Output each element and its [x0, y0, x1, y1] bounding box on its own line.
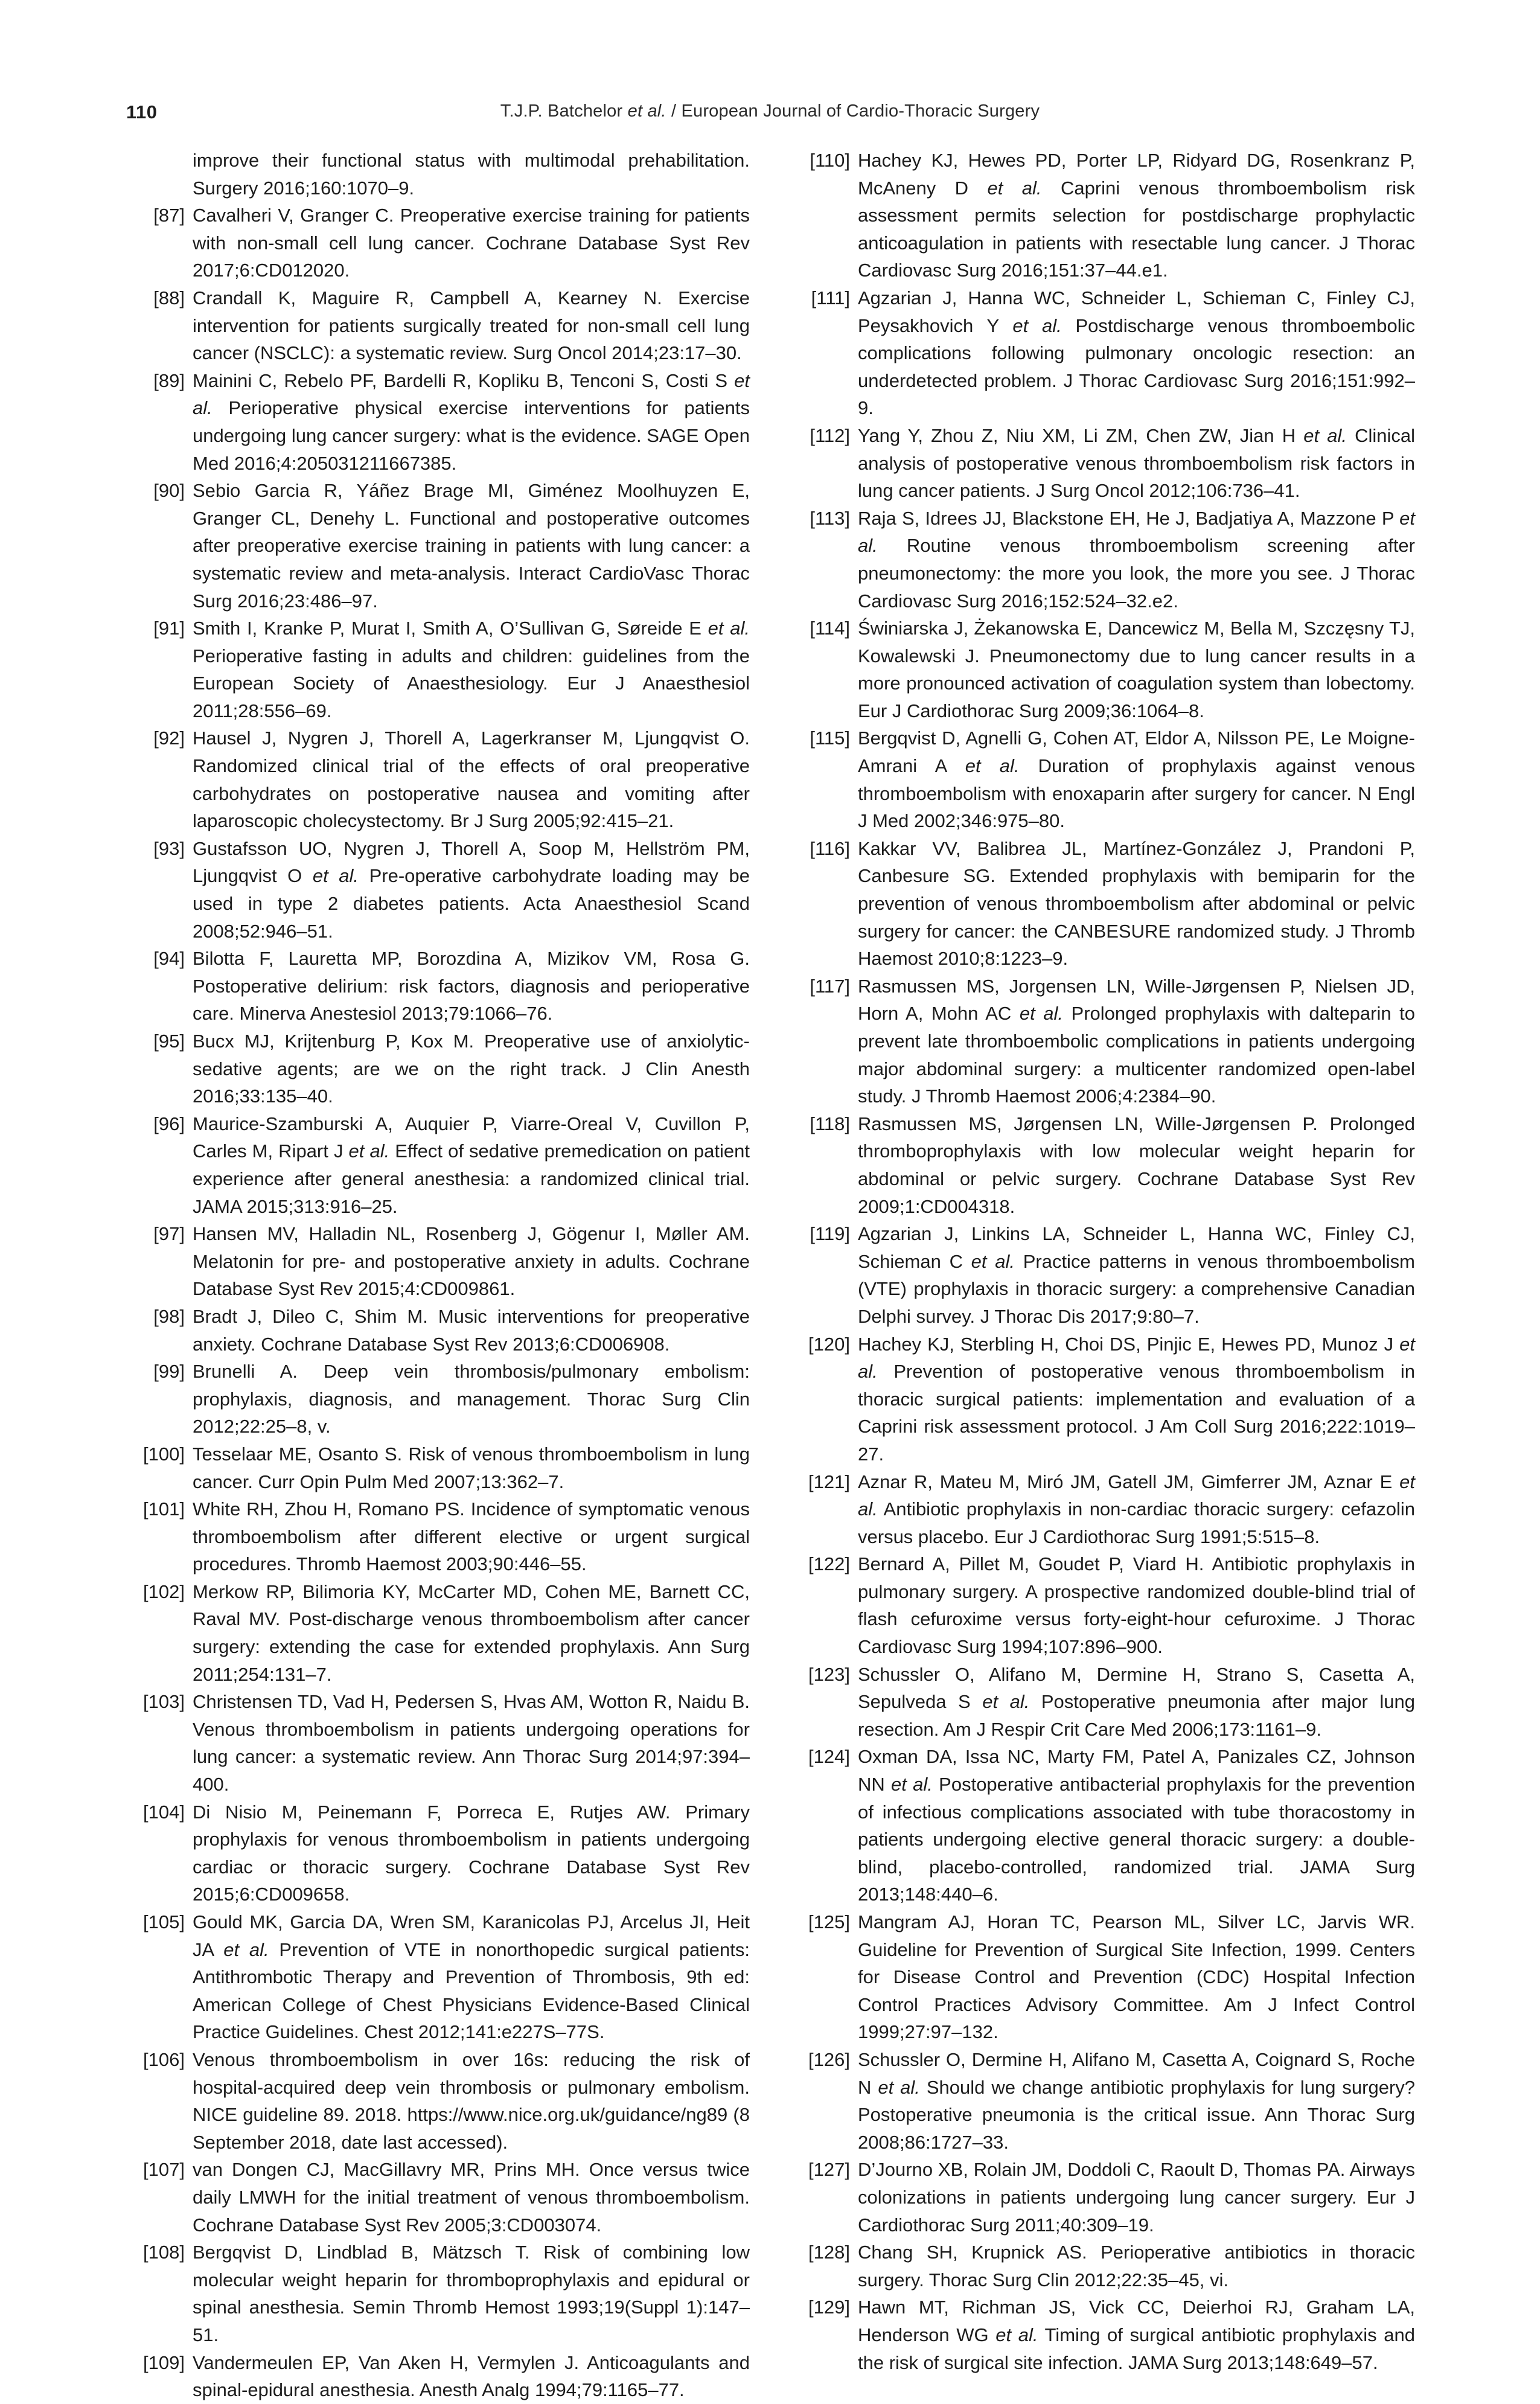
reference-text: Hachey KJ, Sterbling H, Choi DS, Pinjic E, Hewes PD, Munoz J et al. Prevention of postoperative venous thromboembolism in thoracic surgical patients: implementation and evaluation of a Caprini risk assessment protocol. J Am Coll Surg 2016;222:1019–27. — [858, 1333, 1415, 1465]
reference-number: [105] — [143, 1911, 185, 1932]
reference-text: Bilotta F, Lauretta MP, Borozdina A, Mizikov VM, Rosa G. Postoperative delirium: risk factors, diagnosis and perioperative care. Minerva Anestesiol 2013;79:1066–76. — [193, 948, 750, 1025]
reference-text: Schussler O, Dermine H, Alifano M, Casetta A, Coignard S, Roche N et al. Should we change antibiotic prophylaxis for lung surgery? Postoperative pneumonia is the critical issue. Ann Thorac Surg 2008;86:1727–33. — [858, 2048, 1416, 2153]
reference-text: Smith I, Kranke P, Murat I, Smith A, O’Sullivan G, Søreide E et al. Perioperative fasting in adults and children: guidelines from the European Society of Anaesthesiology. Eur J Anaesthesiol 2011;28:556–69. — [193, 618, 750, 721]
reference-text: Rasmussen MS, Jørgensen LN, Wille-Jørgensen P. Prolonged thromboprophylaxis with low molecular weight heparin for abdominal or pelvic surgery. Cochrane Database Syst Rev 2009;1:CD004318. — [858, 1113, 1415, 1217]
reference-text: White RH, Zhou H, Romano PS. Incidence of symptomatic venous thromboembolism after different elective or urgent surgical procedures. Thromb Haemost 2003;90:446–55. — [193, 1498, 750, 1575]
reference-item — [127, 1440, 750, 1495]
reference-number: [99] — [153, 1361, 185, 1383]
reference-item — [792, 1908, 1415, 2046]
reference-number: [123] — [808, 1663, 850, 1685]
reference-text: Cavalheri V, Granger C. Preoperative exercise training for patients with non-small cell lung cancer. Cochrane Database Syst Rev 2017;6:CD012020. — [193, 205, 750, 281]
reference-number: [114] — [810, 618, 850, 639]
reference-text: Venous thromboembolism in over 16s: reducing the risk of hospital-acquired deep vein thrombosis or pulmonary embolism. NICE guideline 89. 2018. https://www.nice.org.uk/guidance/ng89 (8 September 2018, date last accessed). — [193, 2048, 750, 2153]
reference-text: D’Journo XB, Rolain JM, Doddoli C, Raoult D, Thomas PA. Airways colonizations in patients undergoing lung cancer surgery. Eur J Cardiothorac Surg 2011;40:309–19. — [858, 2159, 1415, 2236]
reference-text: Sebio Garcia R, Yáñez Brage MI, Giménez Moolhuyzen E, Granger CL, Denehy L. Functional and postoperative outcomes after preoperative exercise training in patients with lung cancer: a systematic review and meta-analysis. Interact CardioVasc Thorac Surg 2016;23:486–97. — [193, 480, 750, 612]
reference-item — [792, 1743, 1415, 1908]
reference-item — [792, 2046, 1415, 2156]
references-right-column — [792, 147, 1415, 2404]
reference-number: [87] — [153, 205, 185, 226]
reference-number: [94] — [153, 948, 185, 970]
reference-number: [98] — [153, 1305, 185, 1327]
running-title: T.J.P. Batchelor et al. / European Journal of Cardio-Thoracic Surgery — [500, 101, 1040, 121]
page-number: 110 — [126, 101, 158, 123]
reference-text: Hachey KJ, Hewes PD, Porter LP, Ridyard DG, Rosenkranz P, McAneny D et al. Caprini venous thromboembolism risk assessment permits selection for postdischarge prophylactic anticoagulation in patients with resectable lung cancer. J Thorac Cardiovasc Surg 2016;151:37–44.e1. — [858, 150, 1415, 281]
reference-item — [792, 615, 1415, 724]
reference-number: [119] — [810, 1223, 850, 1245]
reference-number: [93] — [153, 837, 185, 859]
reference-text: Di Nisio M, Peinemann F, Porreca E, Rutjes AW. Primary prophylaxis for venous thromboembolism in patients undergoing cardiac or thoracic surgery. Cochrane Database Syst Rev 2015;6:CD009658. — [193, 1801, 750, 1905]
reference-number: [109] — [143, 2351, 185, 2373]
reference-item — [127, 147, 750, 202]
reference-text: Crandall K, Maguire R, Campbell A, Kearney N. Exercise intervention for patients surgically treated for non-small cell lung cancer (NSCLC): a systematic review. Surg Oncol 2014;23:17–30. — [193, 287, 750, 364]
reference-item — [792, 1661, 1415, 1744]
reference-text: Brunelli A. Deep vein thrombosis/pulmonary embolism: prophylaxis, diagnosis, and management. Thorac Surg Clin 2012;22:25–8, v. — [193, 1361, 750, 1437]
reference-text: Kakkar VV, Balibrea JL, Martínez-González J, Prandoni P, Canbesure SG. Extended prophylaxis with bemiparin for the prevention of venous thromboembolism after abdominal or pelvic surgery for cancer: the CANBESURE randomized study. J Thromb Haemost 2010;8:1223–9. — [858, 837, 1415, 970]
reference-item — [127, 724, 750, 834]
reference-text: Bergqvist D, Agnelli G, Cohen AT, Eldor A, Nilsson PE, Le Moigne-Amrani A et al. Duration of prophylaxis against venous thromboembolism with enoxaparin after surgery for cancer. N Engl J Med 2002;346:975–80. — [858, 727, 1415, 832]
reference-text: Hausel J, Nygren J, Thorell A, Lagerkranser M, Ljungqvist O. Randomized clinical trial of the effects of oral preoperative carbohydrates on postoperative nausea and vomiting after laparoscopic cholecystectomy. Br J Surg 2005;92:415–21. — [193, 727, 750, 832]
reference-item — [127, 1908, 750, 2046]
reference-number: [90] — [153, 480, 185, 502]
reference-number: [113] — [810, 507, 850, 529]
reference-item — [127, 2046, 750, 2156]
reference-number: [89] — [153, 369, 185, 391]
reference-number: [97] — [153, 1223, 185, 1245]
reference-number: [124] — [808, 1746, 850, 1768]
reference-text: Świniarska J, Żekanowska E, Dancewicz M, Bella M, Szczęsny TJ, Kowalewski J. Pneumonectomy due to lung cancer results in a more pronounced activation of coagulation system than lobectomy. Eur J Cardiothorac Surg 2009;36:1064–8. — [858, 618, 1415, 721]
reference-number: [110] — [810, 150, 850, 171]
reference-number: [100] — [143, 1443, 185, 1465]
reference-item — [127, 1220, 750, 1303]
reference-item — [127, 1798, 750, 1908]
reference-number: [91] — [153, 618, 185, 639]
reference-text: Gustafsson UO, Nygren J, Thorell A, Soop M, Hellström PM, Ljungqvist O et al. Pre-operative carbohydrate loading may be used in type 2 diabetes patients. Acta Anaesthesiol Scand 2008;52:946–51. — [193, 837, 750, 942]
reference-item — [127, 1303, 750, 1358]
reference-text: Rasmussen MS, Jorgensen LN, Wille-Jørgensen P, Nielsen JD, Horn A, Mohn AC et al. Prolonged prophylaxis with dalteparin to prevent late thromboembolic complications in patients undergoing major abdominal surgery: a multicenter randomized open-label study. J Thromb Haemost 2006;4:2384–90. — [858, 975, 1415, 1107]
reference-number: [104] — [143, 1801, 185, 1823]
reference-item — [792, 1331, 1415, 1468]
reference-item — [127, 2239, 750, 2348]
reference-item — [127, 202, 750, 284]
reference-item — [792, 724, 1415, 834]
reference-item — [792, 2294, 1415, 2376]
page-header — [0, 101, 1540, 126]
reference-number: [117] — [810, 975, 850, 997]
reference-number: [125] — [808, 1911, 850, 1932]
reference-text: Yang Y, Zhou Z, Niu XM, Li ZM, Chen ZW, Jian H et al. Clinical analysis of postoperative venous thromboembolism risk factors in lung cancer patients. J Surg Oncol 2012;106:736–41. — [858, 424, 1416, 502]
reference-number: [126] — [808, 2048, 850, 2070]
reference-text: Merkow RP, Bilimoria KY, McCarter MD, Cohen ME, Barnett CC, Raval MV. Post-discharge venous thromboembolism after cancer surgery: extending the case for extended prophylaxis. Ann Surg 2011;254:131–7. — [193, 1581, 750, 1685]
reference-number: [92] — [153, 727, 185, 749]
reference-text: Mangram AJ, Horan TC, Pearson ML, Silver LC, Jarvis WR. Guideline for Prevention of Surgical Site Infection, 1999. Centers for Disease Control and Prevention (CDC) Hospital Infection Control Practices Advisory Committee. Am J Infect Control 1999;27:97–132. — [858, 1911, 1415, 2043]
reference-number: [106] — [143, 2048, 185, 2070]
reference-text: Oxman DA, Issa NC, Marty FM, Patel A, Panizales CZ, Johnson NN et al. Postoperative antibacterial prophylaxis for the prevention of infectious complications associated with tube thoracostomy in patients undergoing elective general thoracic surgery: a double-blind, placebo-controlled, randomized trial. JAMA Surg 2013;148:440–6. — [858, 1746, 1416, 1905]
reference-item — [792, 2156, 1415, 2239]
reference-number: [111] — [811, 287, 850, 308]
reference-text: improve their functional status with multimodal prehabilitation. Surgery 2016;160:1070–9. — [193, 150, 750, 199]
reference-text: Chang SH, Krupnick AS. Perioperative antibiotics in thoracic surgery. Thorac Surg Clin 2012;22:35–45, vi. — [858, 2242, 1415, 2291]
reference-item — [792, 422, 1415, 505]
reference-item — [127, 367, 750, 477]
reference-text: Mainini C, Rebelo PF, Bardelli R, Kopliku B, Tenconi S, Costi S et al. Perioperative physical exercise interventions for patients undergoing lung cancer surgery: what is the evidence. SAGE Open Med 2016;4:205031211667385. — [193, 369, 750, 474]
reference-text: Gould MK, Garcia DA, Wren SM, Karanicolas PJ, Arcelus JI, Heit JA et al. Prevention of VTE in nonorthopedic surgical patients: Antithrombotic Therapy and Prevention of Thrombosis, 9th ed: American College of Chest Physicians Evidence-Based Clinical Practice Guidelines. Chest 2012;141:e227S–77S. — [193, 1911, 750, 2043]
reference-number: [96] — [153, 1113, 185, 1134]
references-left-column — [127, 147, 750, 2404]
reference-item — [792, 1220, 1415, 1330]
reference-item — [127, 1495, 750, 1578]
reference-number: [122] — [808, 1553, 850, 1575]
reference-item — [127, 1358, 750, 1440]
reference-number: [95] — [153, 1031, 185, 1052]
reference-item — [127, 2156, 750, 2239]
reference-item — [792, 505, 1415, 615]
reference-item — [127, 945, 750, 1028]
reference-number: [129] — [808, 2297, 850, 2318]
references-section — [127, 147, 1416, 2404]
reference-text: Aznar R, Mateu M, Miró JM, Gatell JM, Gimferrer JM, Aznar E et al. Antibiotic prophylaxis in non-cardiac thoracic surgery: cefazolin versus placebo. Eur J Cardiothorac Surg 1991;5:515–8. — [858, 1471, 1415, 1547]
reference-text: Hansen MV, Halladin NL, Rosenberg J, Gögenur I, Møller AM. Melatonin for pre- and postoperative anxiety in adults. Cochrane Database Syst Rev 2015;4:CD009861. — [193, 1223, 750, 1300]
reference-number: [112] — [810, 424, 850, 446]
reference-text: Agzarian J, Hanna WC, Schneider L, Schieman C, Finley CJ, Peysakhovich Y et al. Postdischarge venous thromboembolic complications following pulmonary oncologic resection: an underdetected problem. J Thorac Cardiovasc Surg 2016;151:992–9. — [858, 287, 1415, 419]
reference-item — [127, 2349, 750, 2404]
reference-number: [120] — [808, 1333, 850, 1355]
reference-item — [792, 147, 1415, 284]
reference-text: Raja S, Idrees JJ, Blackstone EH, He J, Badjatiya A, Mazzone P et al. Routine venous thromboembolism screening after pneumonectomy: the more you look, the more you see. J Thorac Cardiovasc Surg 2016;152:524–32.e2. — [858, 507, 1415, 612]
reference-text: Bradt J, Dileo C, Shim M. Music interventions for preoperative anxiety. Cochrane Database Syst Rev 2013;6:CD006908. — [193, 1305, 750, 1355]
reference-item — [792, 835, 1415, 973]
reference-number: [121] — [808, 1471, 850, 1492]
reference-text: Hawn MT, Richman JS, Vick CC, Deierhoi RJ, Graham LA, Henderson WG et al. Timing of surgical antibiotic prophylaxis and the risk of surgical site infection. JAMA Surg 2013;148:649–57. — [858, 2297, 1415, 2373]
reference-number: [88] — [153, 287, 185, 308]
reference-number: [115] — [810, 727, 850, 749]
reference-text: Bernard A, Pillet M, Goudet P, Viard H. Antibiotic prophylaxis in pulmonary surgery. A prospective randomized double-blind trial of flash cefuroxime versus forty-eight-hour cefuroxime. J Thorac Cardiovasc Surg 1994;107:896–900. — [858, 1553, 1415, 1658]
reference-number — [127, 147, 193, 202]
reference-text: Schussler O, Alifano M, Dermine H, Strano S, Casetta A, Sepulveda S et al. Postoperative pneumonia after major lung resection. Am J Respir Crit Care Med 2006;173:1161–9. — [858, 1663, 1415, 1740]
reference-item — [127, 615, 750, 724]
reference-number: [108] — [143, 2242, 185, 2263]
reference-text: Bergqvist D, Lindblad B, Mätzsch T. Risk of combining low molecular weight heparin for thromboprophylaxis and epidural or spinal anesthesia. Semin Thromb Hemost 1993;19(Suppl 1):147–51. — [193, 2242, 750, 2345]
reference-item — [127, 1688, 750, 1798]
reference-item — [127, 1110, 750, 1220]
reference-item — [792, 1110, 1415, 1220]
reference-text: Maurice-Szamburski A, Auquier P, Viarre-Oreal V, Cuvillon P, Carles M, Ripart J et al. Effect of sedative premedication on patient experience after general anesthesia: a randomized clinical trial. JAMA 2015;313:916–25. — [193, 1113, 750, 1217]
reference-item — [792, 1550, 1415, 1660]
reference-text: Vandermeulen EP, Van Aken H, Vermylen J. Anticoagulants and spinal-epidural anesthesia. Anesth Analg 1994;79:1165–77. — [193, 2351, 750, 2401]
reference-item — [127, 1028, 750, 1110]
reference-number: [103] — [143, 1691, 185, 1713]
reference-text: Tesselaar ME, Osanto S. Risk of venous thromboembolism in lung cancer. Curr Opin Pulm Med 2007;13:362–7. — [193, 1443, 750, 1492]
reference-text: Christensen TD, Vad H, Pedersen S, Hvas AM, Wotton R, Naidu B. Venous thromboembolism in patients undergoing operations for lung cancer: a systematic review. Ann Thorac Surg 2014;97:394–400. — [193, 1691, 750, 1795]
reference-item — [792, 1468, 1415, 1551]
reference-number: [127] — [808, 2159, 850, 2181]
reference-number: [128] — [808, 2242, 850, 2263]
reference-item — [792, 973, 1415, 1110]
reference-item — [792, 284, 1415, 422]
reference-item — [792, 2239, 1415, 2294]
reference-number: [107] — [143, 2159, 185, 2181]
reference-item — [127, 1578, 750, 1688]
reference-item — [127, 284, 750, 367]
reference-number: [101] — [143, 1498, 185, 1520]
reference-text: van Dongen CJ, MacGillavry MR, Prins MH. Once versus twice daily LMWH for the initial treatment of venous thromboembolism. Cochrane Database Syst Rev 2005;3:CD003074. — [193, 2159, 750, 2236]
reference-text: Agzarian J, Linkins LA, Schneider L, Hanna WC, Finley CJ, Schieman C et al. Practice patterns in venous thromboembolism (VTE) prophylaxis in thoracic surgery: a comprehensive Canadian Delphi survey. J Thorac Dis 2017;9:80–7. — [858, 1223, 1415, 1327]
reference-text: Bucx MJ, Krijtenburg P, Kox M. Preoperative use of anxiolytic-sedative agents; are we on the right track. J Clin Anesth 2016;33:135–40. — [193, 1031, 750, 1107]
reference-item — [127, 835, 750, 945]
reference-number: [102] — [143, 1581, 185, 1602]
reference-number: [118] — [810, 1113, 850, 1134]
reference-item — [127, 477, 750, 615]
reference-number: [116] — [810, 837, 850, 859]
